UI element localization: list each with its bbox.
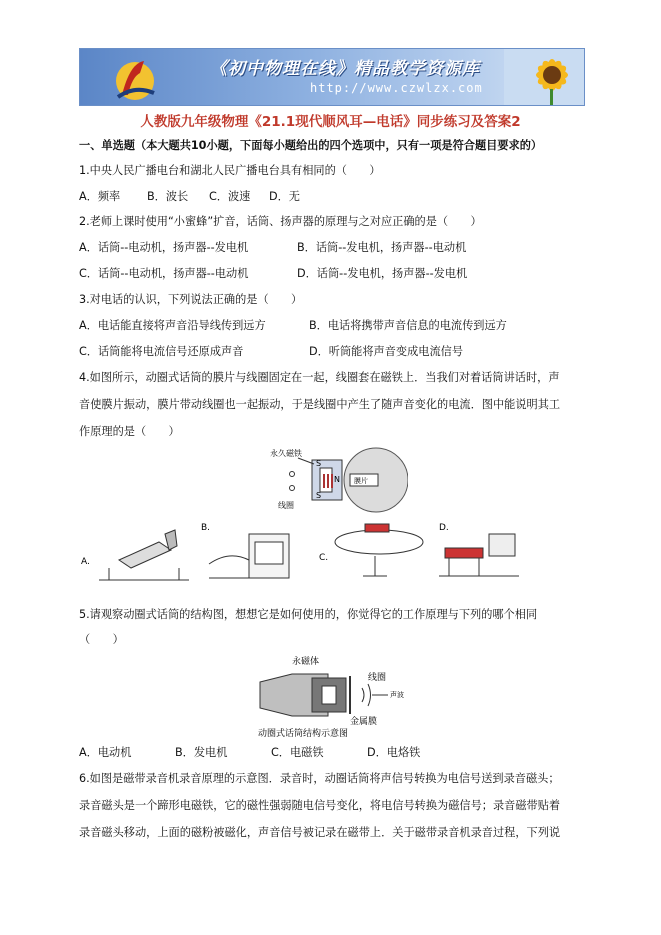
q2-option-a[interactable]: A．话筒--电动机，扬声器--发电机 — [79, 241, 249, 254]
q3-option-d[interactable]: D．听筒能将声音变成电流信号 — [309, 345, 464, 358]
fig5-coil-label: 线圈 — [368, 673, 387, 683]
q3-option-c[interactable]: C．话筒能将电流信号还原成声音 — [79, 345, 244, 358]
fig5-wave-label: 声波 — [390, 691, 404, 699]
q5-microphone-structure-figure — [252, 654, 412, 740]
q3-options-row2 — [79, 344, 463, 360]
fig-option-b-label[interactable]: B. — [201, 523, 211, 533]
q4-microphone-figure — [268, 444, 408, 518]
q5-option-d[interactable]: D．电烙铁 — [367, 746, 421, 759]
fig5-magnet-label: 永磁体 — [292, 657, 320, 667]
q6-stem-line3: 录音磁头移动，上面的磁粉被磁化，声音信号被记录在磁带上．关于磁带录音机录音过程，下列说 — [79, 826, 561, 839]
site-logo-icon — [110, 55, 160, 101]
q5-option-a[interactable]: A．电动机 — [79, 746, 132, 759]
q1-options — [79, 189, 300, 205]
q2-option-b[interactable]: B．话筒--发电机，扬声器--电动机 — [297, 241, 467, 254]
sunflower-icon — [504, 49, 584, 105]
q6-stem-line2: 录音磁头是一个蹄形电磁铁，它的磁性强弱随电信号变化，将电信号转换为磁信号；录音磁带贴着 — [79, 799, 561, 812]
fig-option-a-label[interactable]: A. — [81, 557, 90, 567]
fig5-membrane-label: 金属膜 — [350, 717, 378, 727]
fig4-magnet-label: 永久磁铁 — [270, 449, 302, 458]
banner-url[interactable]: http://www.czwlzx.com — [310, 81, 483, 95]
q4-stem-line2: 音使膜片振动，膜片带动线圈也一起振动，于是线圈中产生了随声音变化的电流．图中能说明其工 — [79, 398, 561, 411]
q4-stem-line1: 4.如图所示，动圈式话筒的膜片与线圈固定在一起，线圈套在磁铁上．当我们对着话筒讲话时，声 — [79, 371, 560, 384]
banner-title: 《初中物理在线》精品教学资源库 — [210, 59, 480, 79]
q2-options-row1 — [79, 240, 466, 256]
q3-option-b[interactable]: B．电话将携带声音信息的电流传到远方 — [309, 319, 507, 332]
q4-option-figures — [79, 520, 579, 588]
fig-option-d-label[interactable]: D. — [439, 523, 449, 533]
q1-option-a[interactable]: A．频率 — [79, 190, 121, 203]
q1-option-c[interactable]: C．波速 — [209, 190, 251, 203]
q3-options-row1 — [79, 318, 507, 334]
q2-option-c[interactable]: C．话筒--电动机，扬声器--电动机 — [79, 267, 249, 280]
section-heading: 一、单选题（本大题共10小题，下面每小题给出的四个选项中，只有一项是符合题目要求的） — [79, 139, 543, 152]
q5-option-c[interactable]: C．电磁铁 — [271, 746, 324, 759]
q3-stem: 3.对电话的认识，下列说法正确的是（ ） — [79, 293, 303, 306]
q5-stem-line1: 5.请观察动圈式话筒的结构图，想想它是如何使用的，你觉得它的工作原理与下列的哪个相同 — [79, 608, 538, 621]
q2-stem: 2.老师上课时使用“小蜜蜂”扩音，话筒、扬声器的原理与之对应正确的是（ ） — [79, 215, 482, 228]
q2-option-d[interactable]: D．话筒--发电机，扬声器--发电机 — [297, 267, 468, 280]
q5-options — [79, 745, 420, 761]
q3-option-a[interactable]: A．电话能直接将声音沿导线传到远方 — [79, 319, 266, 332]
q5-stem-line2: （ ） — [79, 633, 124, 646]
fig4-membrane-label: 膜片 — [354, 477, 368, 485]
q6-stem-line1: 6.如图是磁带录音机录音原理的示意图．录音时，动圈话筒将声信号转换为电信号送到录音磁头； — [79, 772, 560, 785]
q4-stem-line3: 作原理的是（ ） — [79, 425, 180, 438]
q1-option-b[interactable]: B．波长 — [147, 190, 189, 203]
fig-option-c-label[interactable]: C. — [319, 553, 329, 563]
q1-stem: 1.中央人民广播电台和湖北人民广播电台具有相同的（ ） — [79, 164, 381, 177]
fig4-s-top: S — [316, 459, 322, 468]
q2-options-row2 — [79, 266, 467, 282]
q1-option-d[interactable]: D．无 — [269, 190, 300, 203]
q5-option-b[interactable]: B．发电机 — [175, 746, 228, 759]
fig4-coil-label: 线圈 — [278, 501, 294, 510]
header-banner — [79, 48, 585, 106]
fig5-caption: 动圈式话筒结构示意图 — [258, 729, 349, 739]
document-title: 人教版九年级物理《21.1现代顺风耳—电话》同步练习及答案2 — [140, 114, 521, 130]
fig4-n: N — [334, 475, 340, 484]
fig4-s-bottom: S — [316, 491, 322, 500]
